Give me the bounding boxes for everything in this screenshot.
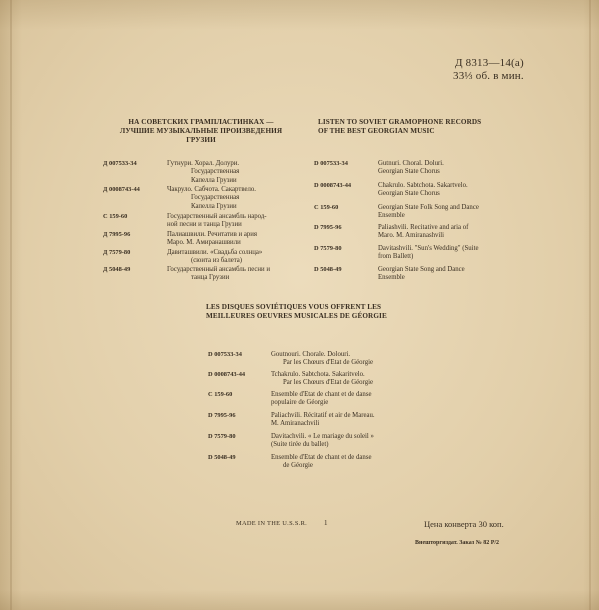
en-record-line: Chakrulo. Sabtchota. Sakartvelo. <box>378 182 468 189</box>
fr-record-code: D 007533-34 <box>208 351 242 358</box>
ru-record-line: Капелла Грузии <box>191 176 237 184</box>
en-record-desc <box>378 182 468 199</box>
ru-record-line: Чакруло. Сабчота. Сакартвело. <box>167 186 256 193</box>
page-mark: 1 <box>324 519 328 527</box>
en-record-line: Georgian State Folk Song and Dance <box>378 204 479 211</box>
ru-record-line: Давиташвили. «Свадьба солнца» <box>167 249 263 256</box>
fr-record-desc <box>271 412 375 429</box>
english-heading <box>318 118 483 136</box>
ru-record-code: Д 7995-96 <box>103 231 131 238</box>
fr-record-line: Par les Chœurs d'Etat de Géorgie <box>283 379 374 387</box>
sleeve-right-edge <box>589 0 591 610</box>
en-record-code: D 0008743-44 <box>314 182 352 189</box>
ru-record-code: Д 5048-49 <box>103 266 131 273</box>
en-record-line: Maro. M. Amiranashvili <box>378 232 445 240</box>
fr-record-line: de Géorgie <box>283 462 313 470</box>
ru-record-line: Государственная <box>191 168 240 176</box>
ru-record-line: танца Грузии <box>191 274 230 282</box>
ru-record-code: Д 007533-34 <box>103 160 137 167</box>
sleeve-left-edge <box>10 0 12 610</box>
french-heading-line-2: MEILLEURES OEUVRES MUSICALES DE GÉORGIE <box>206 312 387 320</box>
fr-record-line: Ensemble d'Etat de chant et de danse <box>271 391 372 398</box>
en-record-line: Ensemble <box>378 274 405 282</box>
fr-record-line: populaire de Géorgie <box>271 399 329 407</box>
fr-record-line: (Suite tirée du ballet) <box>271 441 329 449</box>
catalog-block <box>455 57 524 83</box>
ru-record-line: Палиашвили. Речитатив и ария <box>167 231 258 238</box>
made-in-ussr: MADE IN THE U.S.S.R. <box>236 520 308 527</box>
en-record-code: D 5048-49 <box>314 266 342 273</box>
russian-heading-line-3: ГРУЗИИ <box>186 136 216 144</box>
en-record-desc <box>378 224 468 241</box>
en-record-desc <box>378 204 479 221</box>
fr-record-desc <box>271 454 372 471</box>
ru-record-desc <box>167 213 267 230</box>
en-record-desc <box>378 245 479 262</box>
en-record-desc <box>378 266 465 283</box>
ru-record-line: Гутнури. Хорал. Долури. <box>167 160 240 167</box>
ru-record-desc <box>167 186 256 211</box>
russian-heading-line-2: ЛУЧШИЕ МУЗЫКАЛЬНЫЕ ПРОИЗВЕДЕНИЯ <box>119 127 283 135</box>
russian-heading-line-1: НА СОВЕТСКИХ ГРАМПЛАСТИНКАХ — <box>128 118 274 126</box>
fr-record-desc <box>271 433 374 450</box>
english-heading-line-1: LISTEN TO SOVIET GRAMOPHONE RECORDS <box>318 118 482 126</box>
ru-record-line: Государственный ансамбль песни и <box>167 266 271 273</box>
en-record-line: Ensemble <box>378 212 405 220</box>
fr-record-desc <box>271 391 372 408</box>
fr-record-line: Goutnouri. Chorale. Dolouri. <box>271 351 351 358</box>
fr-record-line: M. Amiranachvili <box>271 420 320 428</box>
en-record-code: D 7579-80 <box>314 245 342 252</box>
ru-record-code: Д 0008743-44 <box>103 186 140 193</box>
fr-record-code: C 159-60 <box>208 391 233 398</box>
fr-record-line: Tchakrulo. Sabtchota. Sakaritvelo. <box>271 371 365 378</box>
fr-record-code: D 5048-49 <box>208 454 236 461</box>
en-record-line: Georgian State Song and Dance <box>378 266 465 273</box>
fr-record-code: D 0008743-44 <box>208 371 246 378</box>
ru-record-line: ной песни и танца Грузии <box>167 221 242 229</box>
english-heading-line-2: OF THE BEST GEORGIAN MUSIC <box>318 127 435 135</box>
sleeve-price: Цена конверта 30 коп. <box>424 519 504 529</box>
fr-record-desc <box>271 371 373 388</box>
en-record-line: from Ballett) <box>378 253 414 261</box>
fr-record-line: Paliachvili. Récitatif et air de Mareau. <box>271 412 375 419</box>
en-record-line: Gutnuri. Choral. Doluri. <box>378 160 444 167</box>
french-heading <box>206 303 416 321</box>
en-record-code: D 007533-34 <box>314 160 348 167</box>
publisher-imprint: Внешторгиздат. Заказ № 82 Р/2 <box>415 540 500 546</box>
fr-record-code: D 7579-80 <box>208 433 236 440</box>
french-heading-line-1: LES DISQUES SOVIÉTIQUES VOUS OFFRENT LES <box>206 303 382 311</box>
ru-record-desc <box>167 266 270 283</box>
ru-record-desc <box>167 249 262 266</box>
en-record-line: Paliashvili. Recitative and aria of <box>378 224 469 231</box>
fr-record-line: Ensemble d'Etat de chant et de danse <box>271 454 372 461</box>
ru-record-desc <box>167 160 239 185</box>
fr-record-line: Davitachvili. « Le mariage du soleil » <box>271 433 374 440</box>
en-record-line: Davitashvili. "Sun's Wedding" (Suite <box>378 245 479 252</box>
ru-record-code: С 159-60 <box>103 213 128 220</box>
en-record-desc <box>378 160 444 177</box>
russian-heading <box>112 118 290 145</box>
ru-record-line: Капелла Грузии <box>191 202 237 210</box>
catalog-number: Д 8313—14(а) <box>455 57 524 69</box>
fr-record-desc <box>271 351 373 368</box>
fr-record-code: D 7995-96 <box>208 412 236 419</box>
ru-record-line: Маро. М. Амиранашвили <box>167 239 241 247</box>
ru-record-line: Государственный ансамбль народ- <box>167 213 267 220</box>
fr-record-line: Par les Chœurs d'Etat de Géorgie <box>283 359 374 367</box>
playback-speed: 33⅓ об. в мин. <box>453 70 524 82</box>
ru-record-code: Д 7579-80 <box>103 249 131 256</box>
en-record-line: Georgian State Chorus <box>378 190 440 198</box>
ru-record-line: Государственная <box>191 194 240 202</box>
en-record-line: Georgian State Chorus <box>378 168 440 176</box>
ru-record-line: (сюита из балета) <box>191 257 243 265</box>
en-record-code: C 159-60 <box>314 204 339 211</box>
ru-record-desc <box>167 231 257 248</box>
en-record-code: D 7995-96 <box>314 224 342 231</box>
